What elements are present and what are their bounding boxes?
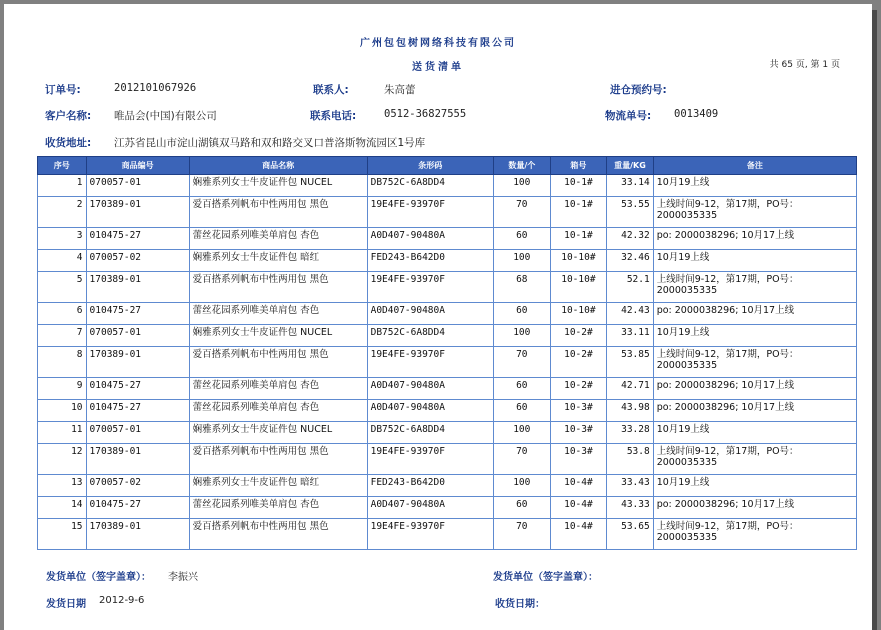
- cell-qty: 100: [493, 422, 550, 444]
- cell-weight: 43.33: [607, 497, 654, 519]
- cell-weight: 53.65: [607, 519, 654, 550]
- cell-box: 10-1#: [550, 197, 607, 228]
- cell-seq: 8: [38, 347, 87, 378]
- cell-box: 10-3#: [550, 444, 607, 475]
- cell-note: po: 2000038296; 10月17上线: [653, 497, 856, 519]
- cell-seq: 9: [38, 378, 87, 400]
- cell-note: 10月19上线: [653, 422, 856, 444]
- cell-seq: 6: [38, 303, 87, 325]
- cell-box: 10-1#: [550, 228, 607, 250]
- cell-barcode: A0D407-90480A: [367, 303, 493, 325]
- receiver-date-label: 收货日期：: [495, 599, 545, 610]
- cell-code: 070057-01: [86, 422, 189, 444]
- cell-code: 070057-02: [86, 475, 189, 497]
- cell-note: 10月19上线: [653, 475, 856, 497]
- cell-note: 上线时间9-12，第17期，PO号：2000035335: [653, 519, 856, 550]
- table-row: [38, 422, 857, 444]
- cell-seq: 12: [38, 444, 87, 475]
- cell-note: 上线时间9-12，第17期，PO号：2000035335: [653, 347, 856, 378]
- cell-qty: 60: [493, 303, 550, 325]
- col-header-code: 商品编号: [86, 157, 189, 175]
- cell-code: 170389-01: [86, 272, 189, 303]
- cell-seq: 10: [38, 400, 87, 422]
- company-name: 广州包包树网络科技有限公司: [360, 38, 516, 49]
- cell-note: 10月19上线: [653, 175, 856, 197]
- table-row: [38, 175, 857, 197]
- sender-unit-value: 李振兴: [168, 572, 198, 583]
- cell-barcode: 19E4FE-93970F: [367, 444, 493, 475]
- table-row: [38, 303, 857, 325]
- warehouse-label: 进仓预约号:: [610, 84, 667, 96]
- col-header-note: 备注: [653, 157, 856, 175]
- cell-weight: 53.85: [607, 347, 654, 378]
- table-row: [38, 250, 857, 272]
- cell-code: 070057-02: [86, 250, 189, 272]
- cell-weight: 33.11: [607, 325, 654, 347]
- table-row: [38, 347, 857, 378]
- cell-box: 10-2#: [550, 325, 607, 347]
- cell-weight: 53.55: [607, 197, 654, 228]
- phone-value: 0512-36827555: [384, 108, 467, 120]
- cell-weight: 53.8: [607, 444, 654, 475]
- cell-name: 娴雅系列女士牛皮证件包 NUCEL: [189, 325, 367, 347]
- cell-box: 10-2#: [550, 378, 607, 400]
- cell-note: po: 2000038296; 10月17上线: [653, 378, 856, 400]
- sender-date-label: 发货日期: [46, 599, 86, 610]
- cell-code: 170389-01: [86, 519, 189, 550]
- sender-date-value: 2012-9-6: [99, 595, 145, 606]
- cell-box: 10-10#: [550, 272, 607, 303]
- document-title: 送货清单: [412, 62, 464, 73]
- cell-qty: 70: [493, 197, 550, 228]
- cell-barcode: FED243-B642D0: [367, 250, 493, 272]
- cell-barcode: A0D407-90480A: [367, 497, 493, 519]
- cell-name: 爱百搭系列帆布中性两用包 黑色: [189, 519, 367, 550]
- cell-qty: 68: [493, 272, 550, 303]
- table-row: [38, 497, 857, 519]
- table-row: [38, 197, 857, 228]
- logistics-value: 0013409: [674, 108, 719, 120]
- cell-code: 070057-01: [86, 175, 189, 197]
- col-header-name: 商品名称: [189, 157, 367, 175]
- table-row: [38, 444, 857, 475]
- cell-name: 娴雅系列女士牛皮证件包 暗红: [189, 475, 367, 497]
- cell-name: 娴雅系列女士牛皮证件包 NUCEL: [189, 175, 367, 197]
- cell-weight: 33.14: [607, 175, 654, 197]
- receiver-unit-label: 发货单位（签字盖章）：: [493, 572, 598, 583]
- cell-name: 蕾丝花园系列唯美单肩包 杏色: [189, 497, 367, 519]
- page-shadow-right: [872, 10, 877, 630]
- cell-qty: 60: [493, 378, 550, 400]
- customer-value: 唯品会(中国)有限公司: [114, 110, 217, 122]
- table-row: [38, 378, 857, 400]
- cell-code: 010475-27: [86, 303, 189, 325]
- cell-qty: 100: [493, 175, 550, 197]
- cell-qty: 70: [493, 347, 550, 378]
- cell-name: 爱百搭系列帆布中性两用包 黑色: [189, 272, 367, 303]
- cell-name: 娴雅系列女士牛皮证件包 NUCEL: [189, 422, 367, 444]
- cell-name: 蕾丝花园系列唯美单肩包 杏色: [189, 303, 367, 325]
- cell-weight: 42.43: [607, 303, 654, 325]
- table-row: [38, 325, 857, 347]
- cell-seq: 5: [38, 272, 87, 303]
- cell-note: 上线时间9-12，第17期，PO号：2000035335: [653, 272, 856, 303]
- cell-name: 爱百搭系列帆布中性两用包 黑色: [189, 347, 367, 378]
- cell-note: po: 2000038296; 10月17上线: [653, 303, 856, 325]
- cell-barcode: 19E4FE-93970F: [367, 347, 493, 378]
- address-label: 收货地址:: [45, 137, 92, 149]
- cell-weight: 42.71: [607, 378, 654, 400]
- table-row: [38, 400, 857, 422]
- cell-name: 爱百搭系列帆布中性两用包 黑色: [189, 444, 367, 475]
- cell-qty: 70: [493, 519, 550, 550]
- cell-note: po: 2000038296; 10月17上线: [653, 228, 856, 250]
- sender-unit-label: 发货单位（签字盖章）：: [46, 572, 151, 583]
- cell-qty: 100: [493, 325, 550, 347]
- cell-code: 170389-01: [86, 444, 189, 475]
- cell-box: 10-10#: [550, 250, 607, 272]
- cell-barcode: DB752C-6A8DD4: [367, 325, 493, 347]
- customer-label: 客户名称:: [45, 110, 92, 122]
- phone-label: 联系电话:: [310, 110, 357, 122]
- cell-name: 娴雅系列女士牛皮证件包 暗红: [189, 250, 367, 272]
- cell-box: 10-1#: [550, 175, 607, 197]
- col-header-box: 箱号: [550, 157, 607, 175]
- contact-value: 朱高蕾: [384, 84, 416, 96]
- col-header-weight: 重量/KG: [607, 157, 654, 175]
- cell-qty: 60: [493, 400, 550, 422]
- cell-weight: 42.32: [607, 228, 654, 250]
- col-header-seq: 序号: [38, 157, 87, 175]
- col-header-barcode: 条形码: [367, 157, 493, 175]
- cell-code: 170389-01: [86, 347, 189, 378]
- cell-name: 蕾丝花园系列唯美单肩包 杏色: [189, 400, 367, 422]
- cell-qty: 100: [493, 475, 550, 497]
- table-header-row: [38, 157, 857, 175]
- cell-seq: 3: [38, 228, 87, 250]
- cell-weight: 33.28: [607, 422, 654, 444]
- address-value: 江苏省昆山市淀山湖镇双马路和双和路交叉口普洛斯物流园区1号库: [114, 137, 426, 149]
- col-header-qty: 数量/个: [493, 157, 550, 175]
- cell-code: 010475-27: [86, 378, 189, 400]
- cell-barcode: DB752C-6A8DD4: [367, 175, 493, 197]
- logistics-label: 物流单号:: [605, 110, 652, 122]
- cell-barcode: A0D407-90480A: [367, 378, 493, 400]
- table-row: [38, 228, 857, 250]
- cell-weight: 32.46: [607, 250, 654, 272]
- cell-barcode: 19E4FE-93970F: [367, 272, 493, 303]
- cell-box: 10-4#: [550, 519, 607, 550]
- cell-seq: 7: [38, 325, 87, 347]
- cell-box: 10-3#: [550, 422, 607, 444]
- cell-seq: 11: [38, 422, 87, 444]
- cell-code: 010475-27: [86, 400, 189, 422]
- cell-box: 10-2#: [550, 347, 607, 378]
- cell-code: 070057-01: [86, 325, 189, 347]
- cell-note: 上线时间9-12，第17期，PO号：2000035335: [653, 444, 856, 475]
- cell-note: 10月19上线: [653, 325, 856, 347]
- cell-note: 10月19上线: [653, 250, 856, 272]
- cell-barcode: 19E4FE-93970F: [367, 519, 493, 550]
- cell-seq: 15: [38, 519, 87, 550]
- cell-weight: 52.1: [607, 272, 654, 303]
- cell-note: 上线时间9-12，第17期，PO号：2000035335: [653, 197, 856, 228]
- cell-name: 蕾丝花园系列唯美单肩包 杏色: [189, 228, 367, 250]
- contact-label: 联系人:: [313, 84, 349, 96]
- table-row: [38, 272, 857, 303]
- cell-box: 10-10#: [550, 303, 607, 325]
- cell-barcode: DB752C-6A8DD4: [367, 422, 493, 444]
- cell-seq: 2: [38, 197, 87, 228]
- cell-seq: 4: [38, 250, 87, 272]
- order-no-value: 2012101067926: [114, 82, 197, 94]
- cell-barcode: A0D407-90480A: [367, 228, 493, 250]
- cell-qty: 60: [493, 497, 550, 519]
- table-row: [38, 475, 857, 497]
- page-info: 共 65 页, 第 1 页: [769, 60, 840, 70]
- table-row: [38, 519, 857, 550]
- cell-qty: 70: [493, 444, 550, 475]
- delivery-items-table: [37, 156, 857, 550]
- cell-box: 10-4#: [550, 497, 607, 519]
- cell-note: po: 2000038296; 10月17上线: [653, 400, 856, 422]
- order-no-label: 订单号:: [45, 84, 81, 96]
- cell-box: 10-4#: [550, 475, 607, 497]
- cell-name: 爱百搭系列帆布中性两用包 黑色: [189, 197, 367, 228]
- cell-weight: 43.98: [607, 400, 654, 422]
- cell-seq: 14: [38, 497, 87, 519]
- cell-code: 170389-01: [86, 197, 189, 228]
- cell-qty: 60: [493, 228, 550, 250]
- cell-barcode: A0D407-90480A: [367, 400, 493, 422]
- cell-code: 010475-27: [86, 228, 189, 250]
- cell-box: 10-3#: [550, 400, 607, 422]
- cell-seq: 1: [38, 175, 87, 197]
- cell-name: 蕾丝花园系列唯美单肩包 杏色: [189, 378, 367, 400]
- cell-code: 010475-27: [86, 497, 189, 519]
- cell-barcode: 19E4FE-93970F: [367, 197, 493, 228]
- cell-qty: 100: [493, 250, 550, 272]
- cell-barcode: FED243-B642D0: [367, 475, 493, 497]
- cell-seq: 13: [38, 475, 87, 497]
- cell-weight: 33.43: [607, 475, 654, 497]
